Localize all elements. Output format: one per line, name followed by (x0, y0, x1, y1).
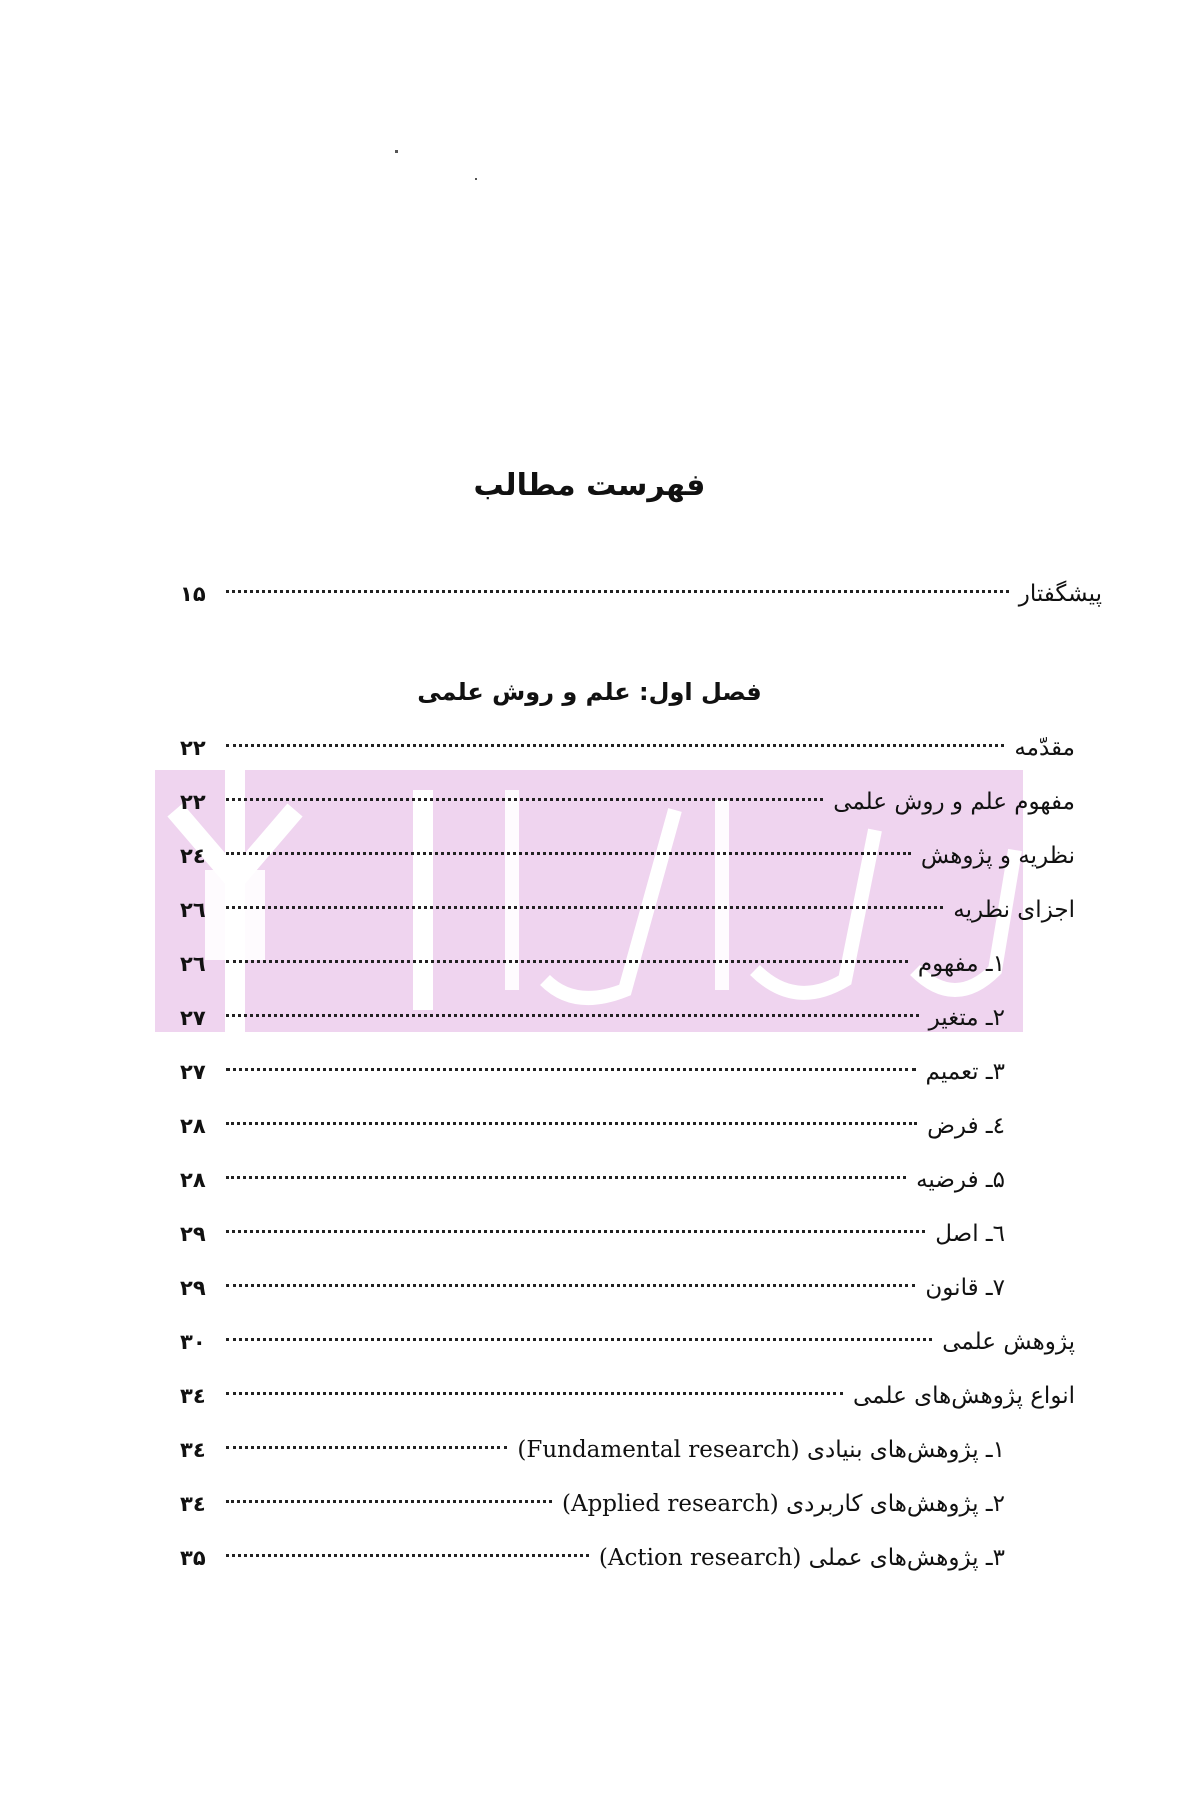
toc-row (180, 890, 1075, 930)
toc-label: پیشگفتار (1018, 581, 1102, 607)
dot-leader (226, 1122, 917, 1125)
toc-label: ۲ـ پژوهش‌های کاربردی (Applied research) (561, 1491, 1005, 1517)
toc-label: ۱ـ مفهوم (917, 951, 1005, 977)
toc-page-number: ۲۸ (180, 1114, 206, 1138)
toc-page-number: ۲۲ (180, 790, 206, 814)
page-title: فهرست مطالب (473, 468, 706, 503)
dot-leader (226, 1392, 843, 1395)
toc-row (180, 782, 1075, 822)
toc-page-number: ۳۵ (180, 1546, 206, 1570)
toc-page-number: ۲٤ (180, 844, 206, 868)
toc-row (180, 1106, 1005, 1146)
toc-page-number: ۱۵ (180, 582, 206, 606)
dot-leader (226, 906, 943, 909)
dot-leader (226, 1176, 906, 1179)
toc-page-number: ۳٤ (180, 1384, 206, 1408)
scan-speck (475, 178, 477, 180)
toc-page-number: ۲٦ (180, 952, 206, 976)
dot-leader (226, 1014, 919, 1017)
toc-label: ٤ـ فرض (927, 1113, 1005, 1139)
dot-leader (226, 1284, 915, 1287)
toc-label: ۲ـ متغیر (928, 1005, 1005, 1031)
dot-leader (226, 1500, 552, 1503)
toc-page-number: ۳٤ (180, 1438, 206, 1462)
dot-leader (226, 1068, 916, 1071)
toc-row (180, 1376, 1075, 1416)
toc-page-number: ۳۰ (180, 1330, 206, 1354)
toc-label: اجزای نظریه (953, 897, 1075, 923)
chapter-heading: فصل اول: علم و روش علمی (417, 678, 762, 706)
toc-page-number: ۲۹ (180, 1276, 206, 1300)
toc-label: پژوهش علمی (942, 1329, 1075, 1355)
toc-row (180, 1484, 1005, 1524)
toc-label: مفهوم علم و روش علمی (833, 789, 1075, 815)
toc-row (180, 1322, 1075, 1362)
toc-row (180, 998, 1005, 1038)
toc-label: ۵ـ فرضیه (916, 1167, 1005, 1193)
toc-page-number: ۲۸ (180, 1168, 206, 1192)
scan-speck (395, 150, 398, 153)
toc-page-number: ۲۷ (180, 1060, 206, 1084)
dot-leader (226, 960, 908, 963)
toc-page-number: ۲۹ (180, 1222, 206, 1246)
toc-label: ۳ـ پژوهش‌های عملی (Action research) (598, 1545, 1005, 1571)
toc-page-number: ۲۷ (180, 1006, 206, 1030)
dot-leader (226, 1230, 925, 1233)
dot-leader (226, 798, 823, 801)
toc-row (180, 1214, 1005, 1254)
toc-label: انواع پژوهش‌های علمی (852, 1383, 1075, 1409)
toc-row (180, 1052, 1005, 1092)
toc-label: ۳ـ تعمیم (925, 1059, 1005, 1085)
toc-row (180, 728, 1075, 768)
toc-label: مقدّمه (1014, 735, 1075, 761)
dot-leader (226, 1446, 507, 1449)
dot-leader (226, 852, 911, 855)
dot-leader (226, 744, 1004, 747)
toc-row-preface (180, 574, 1102, 614)
toc-label: ٦ـ اصل (935, 1221, 1005, 1247)
toc-label: ۷ـ قانون (925, 1275, 1005, 1301)
dot-leader (226, 1338, 932, 1341)
toc-label: نظریه و پژوهش (920, 843, 1075, 869)
toc-row (180, 836, 1075, 876)
toc-page-number: ۳٤ (180, 1492, 206, 1516)
dot-leader (226, 590, 1009, 593)
toc-row (180, 1268, 1005, 1308)
toc-row (180, 1538, 1005, 1578)
toc-page-number: ۲۲ (180, 736, 206, 760)
toc-page-number: ۲٦ (180, 898, 206, 922)
toc-row (180, 1160, 1005, 1200)
dot-leader (226, 1554, 589, 1557)
toc-label: ۱ـ پژوهش‌های بنیادی (Fundamental research) (517, 1437, 1005, 1463)
toc-row (180, 944, 1005, 984)
toc-row (180, 1430, 1005, 1470)
